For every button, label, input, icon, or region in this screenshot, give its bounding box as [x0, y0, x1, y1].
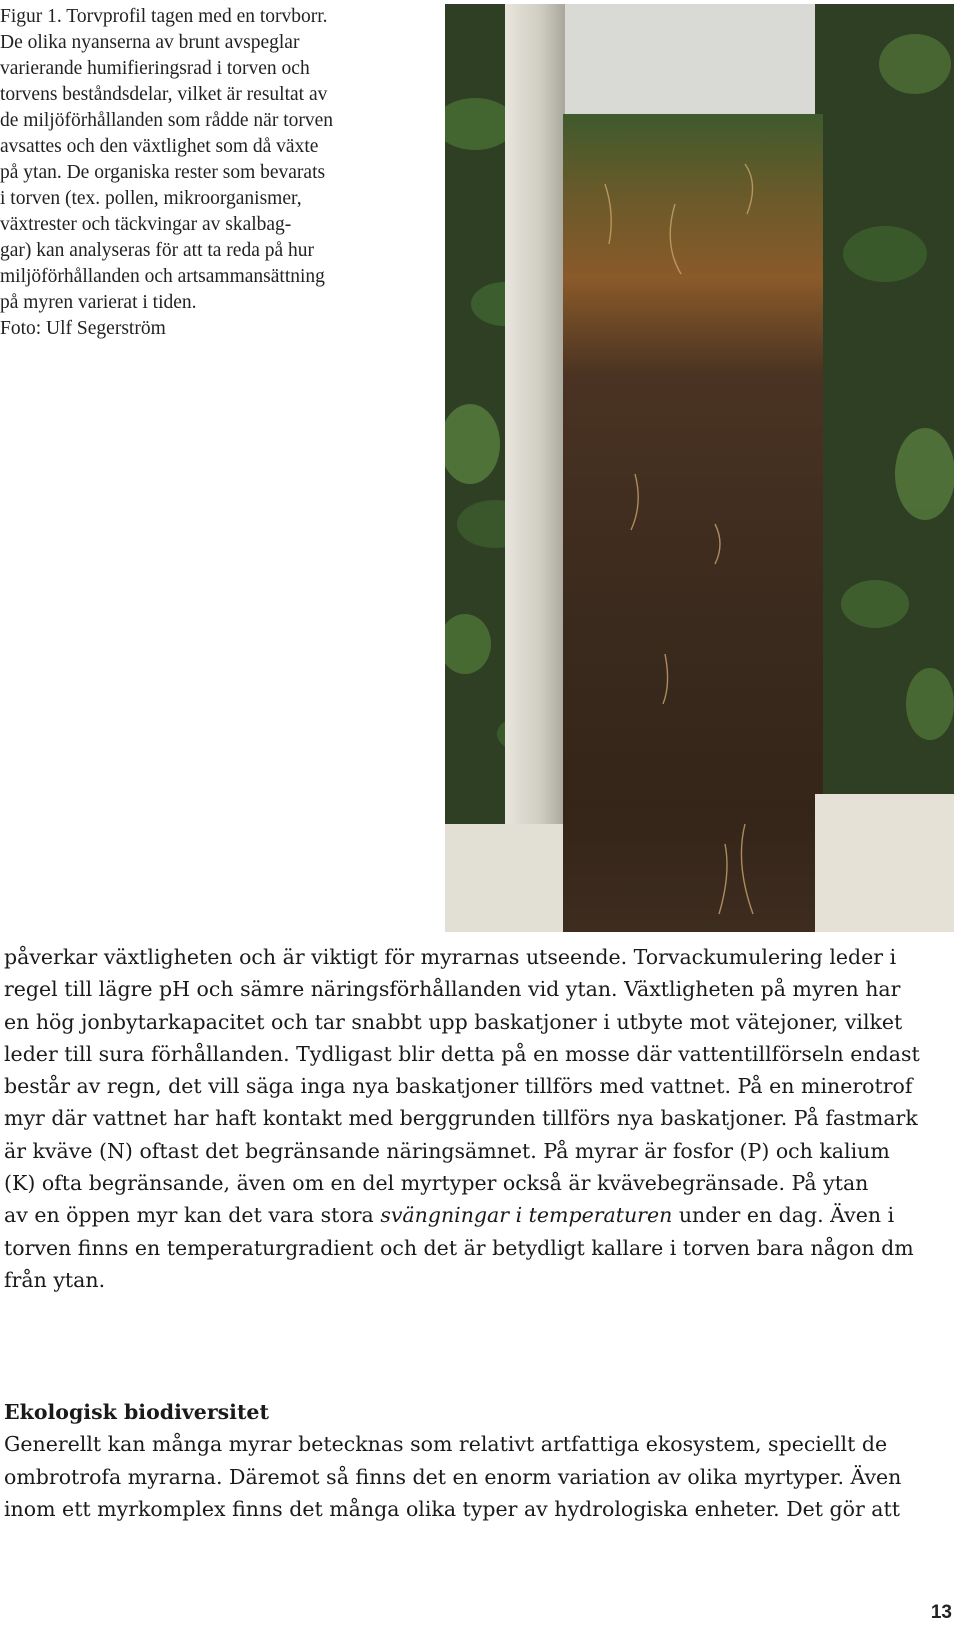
white-board-left — [445, 824, 563, 932]
caption-line: i torven (tex. pollen, mikroorganismer, — [0, 188, 302, 209]
body-line: myr där vattnet har haft kontakt med berggrunden tillförs nya baskatjoner. På fastmark — [4, 1106, 918, 1131]
caption-line: på myren varierat i tiden. — [0, 292, 197, 313]
peat-core-photo — [445, 4, 954, 932]
body-line: från ytan. — [4, 1267, 106, 1292]
caption-line: växtrester och täckvingar av skalbag- — [0, 214, 292, 235]
caption-line: Figur 1. Torvprofil tagen med en torvborr. — [0, 6, 328, 27]
body-line: består av regn, det vill säga inga nya baskatjoner tillförs med vattnet. På en minerotrof — [4, 1074, 913, 1099]
body-line: en hög jonbytarkapacitet och tar snabbt upp baskatjoner i utbyte mot vätejoner, vilket — [4, 1009, 903, 1034]
body-line: (K) ofta begränsande, även om en del myrtyper också är kvävebegränsade. På ytan — [4, 1171, 869, 1196]
section-line: ombrotrofa myrarna. Däremot så finns det en enorm variation av olika myrtyper. Även — [4, 1464, 902, 1489]
white-board — [815, 794, 954, 932]
body-line: regel till lägre pH och sämre näringsförhållanden vid ytan. Växtligheten på myren har — [4, 977, 901, 1002]
caption-line: de miljöförhållanden som rådde när torven — [0, 110, 334, 131]
body-line: leder till sura förhållanden. Tydligast blir detta på en mosse där vattentillförseln endast — [4, 1041, 920, 1066]
caption-line: avsattes och den växtlighet som då växte — [0, 136, 319, 157]
figure-caption — [0, 4, 425, 342]
body-line: påverkar växtligheten och är viktigt för myrarnas utseende. Torvackumulering leder i — [4, 945, 897, 969]
caption-line: miljöförhållanden och artsammansättning — [0, 266, 325, 287]
section-line: Generellt kan många myrar betecknas som relativt artfattiga ekosystem, speciellt de — [4, 1432, 888, 1457]
biodiversity-section — [4, 1396, 954, 1525]
body-paragraph — [4, 941, 954, 1296]
peat-core-illustration — [445, 4, 954, 932]
emphasis-text: svängningar i temperaturen — [380, 1203, 673, 1228]
caption-photo-credit: Foto: Ulf Segerström — [0, 318, 166, 339]
body-line: är kväve (N) oftast det begränsande näringsämnet. På myrar är fosfor (P) och kalium — [4, 1138, 890, 1163]
peat-core — [563, 114, 823, 932]
body-line — [4, 1199, 954, 1231]
body-line: torven finns en temperaturgradient och det är betydligt kallare i torven bara någon dm — [4, 1235, 914, 1260]
body-line-segment: under en dag. Även i — [672, 1203, 895, 1228]
caption-line: varierande humifieringsrad i torven och — [0, 58, 310, 79]
section-heading: Ekologisk biodiversitet — [4, 1400, 269, 1424]
page-number: 13 — [930, 1602, 952, 1623]
body-line-segment: av en öppen myr kan det vara stora — [4, 1203, 381, 1228]
borer-rail — [505, 4, 565, 932]
caption-line: på ytan. De organiska rester som bevarats — [0, 162, 326, 183]
caption-line: torvens beståndsdelar, vilket är resultat av — [0, 84, 328, 105]
caption-line: gar) kan analyseras för att ta reda på hur — [0, 240, 315, 261]
caption-line: De olika nyanserna av brunt avspeglar — [0, 32, 300, 53]
section-line: inom ett myrkomplex finns det många olika typer av hydrologiska enheter. Det gör att — [4, 1496, 900, 1521]
